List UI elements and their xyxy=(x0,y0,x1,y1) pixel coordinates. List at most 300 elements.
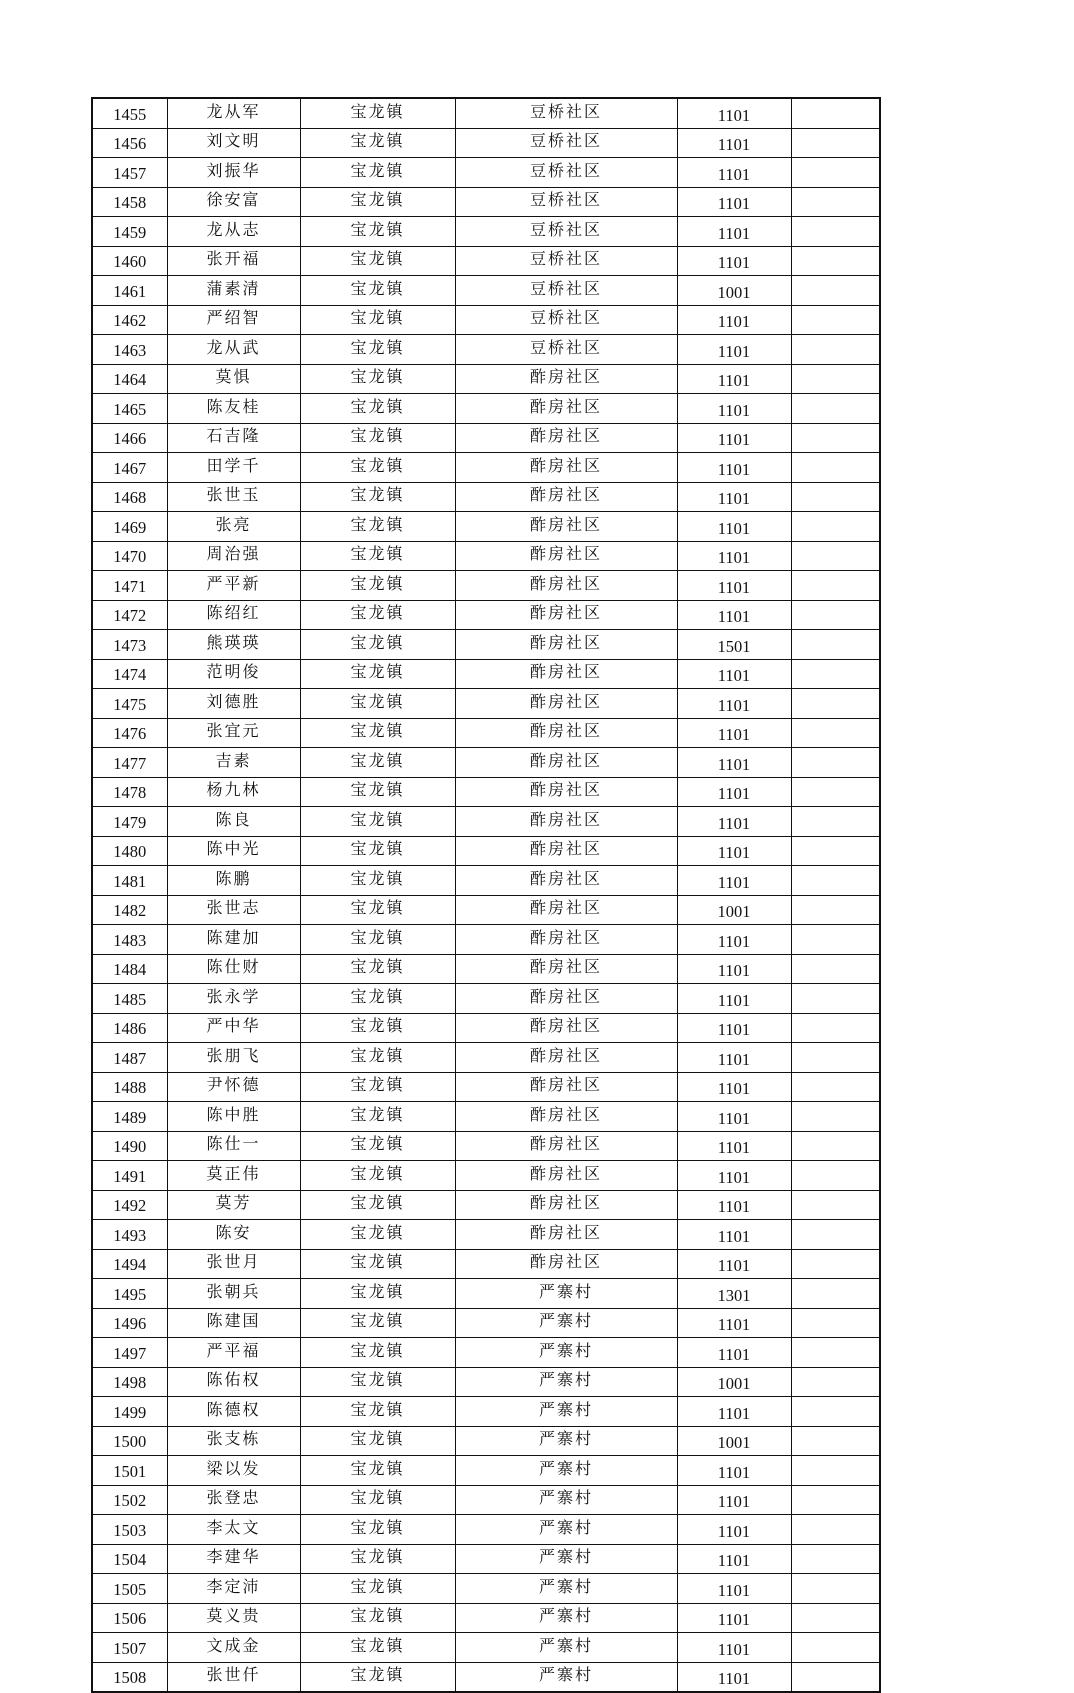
table-row xyxy=(92,571,880,601)
note-cell xyxy=(791,1397,880,1427)
row-number: 1458 xyxy=(92,187,167,217)
town-name: 宝龙镇 xyxy=(300,364,455,394)
row-number: 1472 xyxy=(92,600,167,630)
person-name: 尹怀德 xyxy=(167,1072,300,1102)
note-cell xyxy=(791,246,880,276)
row-number: 1499 xyxy=(92,1397,167,1427)
person-name: 张朝兵 xyxy=(167,1279,300,1309)
table-row xyxy=(92,482,880,512)
community-name: 严寨村 xyxy=(455,1515,677,1545)
community-name: 酢房社区 xyxy=(455,1013,677,1043)
town-name: 宝龙镇 xyxy=(300,394,455,424)
community-name: 酢房社区 xyxy=(455,925,677,955)
town-name: 宝龙镇 xyxy=(300,1456,455,1486)
code-value: 1101 xyxy=(677,748,791,778)
row-number: 1507 xyxy=(92,1633,167,1663)
row-number: 1461 xyxy=(92,276,167,306)
town-name: 宝龙镇 xyxy=(300,128,455,158)
row-number: 1492 xyxy=(92,1190,167,1220)
note-cell xyxy=(791,1633,880,1663)
note-cell xyxy=(791,630,880,660)
note-cell xyxy=(791,1043,880,1073)
row-number: 1496 xyxy=(92,1308,167,1338)
table-row xyxy=(92,98,880,128)
town-name: 宝龙镇 xyxy=(300,1308,455,1338)
town-name: 宝龙镇 xyxy=(300,98,455,128)
row-number: 1463 xyxy=(92,335,167,365)
table-row xyxy=(92,630,880,660)
row-number: 1495 xyxy=(92,1279,167,1309)
town-name: 宝龙镇 xyxy=(300,689,455,719)
person-name: 陈良 xyxy=(167,807,300,837)
person-name: 张世月 xyxy=(167,1249,300,1279)
person-name: 莫芳 xyxy=(167,1190,300,1220)
town-name: 宝龙镇 xyxy=(300,807,455,837)
person-name: 刘振华 xyxy=(167,158,300,188)
table-row xyxy=(92,807,880,837)
person-name: 张永学 xyxy=(167,984,300,1014)
town-name: 宝龙镇 xyxy=(300,1043,455,1073)
code-value: 1101 xyxy=(677,1013,791,1043)
town-name: 宝龙镇 xyxy=(300,512,455,542)
code-value: 1101 xyxy=(677,925,791,955)
person-name: 蒲素清 xyxy=(167,276,300,306)
table-row xyxy=(92,1367,880,1397)
row-number: 1487 xyxy=(92,1043,167,1073)
note-cell xyxy=(791,571,880,601)
table-row xyxy=(92,1220,880,1250)
row-number: 1470 xyxy=(92,541,167,571)
community-name: 酢房社区 xyxy=(455,689,677,719)
code-value: 1301 xyxy=(677,1279,791,1309)
row-number: 1477 xyxy=(92,748,167,778)
table-row xyxy=(92,1308,880,1338)
table-row xyxy=(92,1161,880,1191)
table-row xyxy=(92,246,880,276)
community-name: 酢房社区 xyxy=(455,1102,677,1132)
town-name: 宝龙镇 xyxy=(300,1397,455,1427)
code-value: 1101 xyxy=(677,482,791,512)
town-name: 宝龙镇 xyxy=(300,187,455,217)
note-cell xyxy=(791,512,880,542)
row-number: 1468 xyxy=(92,482,167,512)
town-name: 宝龙镇 xyxy=(300,541,455,571)
table-row xyxy=(92,1131,880,1161)
community-name: 严寨村 xyxy=(455,1633,677,1663)
person-name: 杨九林 xyxy=(167,777,300,807)
town-name: 宝龙镇 xyxy=(300,482,455,512)
person-name: 张亮 xyxy=(167,512,300,542)
code-value: 1101 xyxy=(677,600,791,630)
row-number: 1479 xyxy=(92,807,167,837)
community-name: 严寨村 xyxy=(455,1338,677,1368)
row-number: 1505 xyxy=(92,1574,167,1604)
roster-table xyxy=(91,97,881,1693)
row-number: 1478 xyxy=(92,777,167,807)
table-row xyxy=(92,1397,880,1427)
town-name: 宝龙镇 xyxy=(300,925,455,955)
note-cell xyxy=(791,1662,880,1692)
town-name: 宝龙镇 xyxy=(300,836,455,866)
community-name: 严寨村 xyxy=(455,1456,677,1486)
table-row xyxy=(92,1544,880,1574)
community-name: 酢房社区 xyxy=(455,541,677,571)
community-name: 豆桥社区 xyxy=(455,246,677,276)
town-name: 宝龙镇 xyxy=(300,1249,455,1279)
person-name: 周治强 xyxy=(167,541,300,571)
person-name: 陈中光 xyxy=(167,836,300,866)
note-cell xyxy=(791,1249,880,1279)
note-cell xyxy=(791,1102,880,1132)
table-row xyxy=(92,659,880,689)
note-cell xyxy=(791,276,880,306)
row-number: 1501 xyxy=(92,1456,167,1486)
note-cell xyxy=(791,1161,880,1191)
code-value: 1101 xyxy=(677,1220,791,1250)
row-number: 1483 xyxy=(92,925,167,955)
community-name: 酢房社区 xyxy=(455,482,677,512)
row-number: 1498 xyxy=(92,1367,167,1397)
note-cell xyxy=(791,689,880,719)
row-number: 1456 xyxy=(92,128,167,158)
table-row xyxy=(92,718,880,748)
table-row xyxy=(92,1633,880,1663)
community-name: 严寨村 xyxy=(455,1662,677,1692)
note-cell xyxy=(791,1013,880,1043)
town-name: 宝龙镇 xyxy=(300,718,455,748)
community-name: 严寨村 xyxy=(455,1574,677,1604)
table-row xyxy=(92,453,880,483)
code-value: 1101 xyxy=(677,305,791,335)
code-value: 1101 xyxy=(677,807,791,837)
row-number: 1457 xyxy=(92,158,167,188)
code-value: 1101 xyxy=(677,98,791,128)
person-name: 田学千 xyxy=(167,453,300,483)
town-name: 宝龙镇 xyxy=(300,1131,455,1161)
community-name: 严寨村 xyxy=(455,1603,677,1633)
town-name: 宝龙镇 xyxy=(300,158,455,188)
person-name: 龙从军 xyxy=(167,98,300,128)
table-row xyxy=(92,1456,880,1486)
town-name: 宝龙镇 xyxy=(300,1161,455,1191)
community-name: 豆桥社区 xyxy=(455,158,677,188)
code-value: 1101 xyxy=(677,158,791,188)
person-name: 文成金 xyxy=(167,1633,300,1663)
town-name: 宝龙镇 xyxy=(300,1662,455,1692)
table-row xyxy=(92,984,880,1014)
person-name: 刘文明 xyxy=(167,128,300,158)
person-name: 刘德胜 xyxy=(167,689,300,719)
person-name: 陈建国 xyxy=(167,1308,300,1338)
table-row xyxy=(92,364,880,394)
community-name: 酢房社区 xyxy=(455,895,677,925)
code-value: 1101 xyxy=(677,1633,791,1663)
community-name: 严寨村 xyxy=(455,1279,677,1309)
row-number: 1464 xyxy=(92,364,167,394)
table-row xyxy=(92,335,880,365)
code-value: 1101 xyxy=(677,1544,791,1574)
note-cell xyxy=(791,1367,880,1397)
note-cell xyxy=(791,836,880,866)
community-name: 酢房社区 xyxy=(455,1190,677,1220)
town-name: 宝龙镇 xyxy=(300,305,455,335)
community-name: 酢房社区 xyxy=(455,777,677,807)
note-cell xyxy=(791,98,880,128)
note-cell xyxy=(791,1220,880,1250)
code-value: 1101 xyxy=(677,1338,791,1368)
code-value: 1101 xyxy=(677,1397,791,1427)
town-name: 宝龙镇 xyxy=(300,335,455,365)
code-value: 1101 xyxy=(677,541,791,571)
note-cell xyxy=(791,748,880,778)
note-cell xyxy=(791,1190,880,1220)
table-row xyxy=(92,1338,880,1368)
note-cell xyxy=(791,453,880,483)
person-name: 范明俊 xyxy=(167,659,300,689)
code-value: 1501 xyxy=(677,630,791,660)
community-name: 酢房社区 xyxy=(455,1043,677,1073)
table-row xyxy=(92,394,880,424)
person-name: 李定沛 xyxy=(167,1574,300,1604)
row-number: 1469 xyxy=(92,512,167,542)
code-value: 1101 xyxy=(677,423,791,453)
table-row xyxy=(92,895,880,925)
table-row xyxy=(92,158,880,188)
row-number: 1502 xyxy=(92,1485,167,1515)
code-value: 1101 xyxy=(677,394,791,424)
note-cell xyxy=(791,1485,880,1515)
table-row xyxy=(92,128,880,158)
community-name: 严寨村 xyxy=(455,1544,677,1574)
code-value: 1101 xyxy=(677,1190,791,1220)
row-number: 1460 xyxy=(92,246,167,276)
person-name: 徐安富 xyxy=(167,187,300,217)
community-name: 酢房社区 xyxy=(455,1131,677,1161)
table-row xyxy=(92,1574,880,1604)
person-name: 陈安 xyxy=(167,1220,300,1250)
person-name: 李太文 xyxy=(167,1515,300,1545)
note-cell xyxy=(791,305,880,335)
code-value: 1101 xyxy=(677,364,791,394)
community-name: 豆桥社区 xyxy=(455,276,677,306)
row-number: 1465 xyxy=(92,394,167,424)
person-name: 熊瑛瑛 xyxy=(167,630,300,660)
person-name: 严平福 xyxy=(167,1338,300,1368)
note-cell xyxy=(791,217,880,247)
town-name: 宝龙镇 xyxy=(300,1013,455,1043)
code-value: 1101 xyxy=(677,1161,791,1191)
community-name: 酢房社区 xyxy=(455,394,677,424)
row-number: 1506 xyxy=(92,1603,167,1633)
code-value: 1101 xyxy=(677,777,791,807)
code-value: 1101 xyxy=(677,689,791,719)
code-value: 1101 xyxy=(677,1131,791,1161)
town-name: 宝龙镇 xyxy=(300,1367,455,1397)
code-value: 1101 xyxy=(677,1043,791,1073)
person-name: 张世仟 xyxy=(167,1662,300,1692)
person-name: 张登忠 xyxy=(167,1485,300,1515)
town-name: 宝龙镇 xyxy=(300,1190,455,1220)
community-name: 严寨村 xyxy=(455,1397,677,1427)
town-name: 宝龙镇 xyxy=(300,276,455,306)
note-cell xyxy=(791,1426,880,1456)
row-number: 1493 xyxy=(92,1220,167,1250)
note-cell xyxy=(791,866,880,896)
code-value: 1101 xyxy=(677,1515,791,1545)
community-name: 酢房社区 xyxy=(455,512,677,542)
table-row xyxy=(92,187,880,217)
row-number: 1480 xyxy=(92,836,167,866)
community-name: 酢房社区 xyxy=(455,571,677,601)
community-name: 酢房社区 xyxy=(455,600,677,630)
town-name: 宝龙镇 xyxy=(300,1633,455,1663)
person-name: 陈德权 xyxy=(167,1397,300,1427)
person-name: 陈鹏 xyxy=(167,866,300,896)
community-name: 酢房社区 xyxy=(455,423,677,453)
note-cell xyxy=(791,1574,880,1604)
town-name: 宝龙镇 xyxy=(300,453,455,483)
town-name: 宝龙镇 xyxy=(300,1338,455,1368)
table-row xyxy=(92,777,880,807)
row-number: 1473 xyxy=(92,630,167,660)
community-name: 严寨村 xyxy=(455,1367,677,1397)
person-name: 张开福 xyxy=(167,246,300,276)
town-name: 宝龙镇 xyxy=(300,866,455,896)
code-value: 1101 xyxy=(677,453,791,483)
code-value: 1001 xyxy=(677,1367,791,1397)
person-name: 张世志 xyxy=(167,895,300,925)
note-cell xyxy=(791,1456,880,1486)
town-name: 宝龙镇 xyxy=(300,1072,455,1102)
community-name: 酢房社区 xyxy=(455,718,677,748)
code-value: 1101 xyxy=(677,1485,791,1515)
person-name: 吉素 xyxy=(167,748,300,778)
note-cell xyxy=(791,1544,880,1574)
person-name: 龙从志 xyxy=(167,217,300,247)
person-name: 莫正伟 xyxy=(167,1161,300,1191)
row-number: 1485 xyxy=(92,984,167,1014)
table-row xyxy=(92,689,880,719)
note-cell xyxy=(791,335,880,365)
person-name: 陈佑权 xyxy=(167,1367,300,1397)
community-name: 酢房社区 xyxy=(455,866,677,896)
code-value: 1101 xyxy=(677,217,791,247)
town-name: 宝龙镇 xyxy=(300,600,455,630)
town-name: 宝龙镇 xyxy=(300,1574,455,1604)
table-row xyxy=(92,512,880,542)
community-name: 酢房社区 xyxy=(455,1072,677,1102)
code-value: 1101 xyxy=(677,187,791,217)
table-row xyxy=(92,1072,880,1102)
row-number: 1471 xyxy=(92,571,167,601)
code-value: 1101 xyxy=(677,1308,791,1338)
note-cell xyxy=(791,659,880,689)
table-row xyxy=(92,1013,880,1043)
note-cell xyxy=(791,394,880,424)
table-row xyxy=(92,1249,880,1279)
note-cell xyxy=(791,482,880,512)
person-name: 龙从武 xyxy=(167,335,300,365)
code-value: 1101 xyxy=(677,128,791,158)
table-row xyxy=(92,600,880,630)
code-value: 1101 xyxy=(677,659,791,689)
person-name: 李建华 xyxy=(167,1544,300,1574)
row-number: 1459 xyxy=(92,217,167,247)
table-row xyxy=(92,925,880,955)
note-cell xyxy=(791,718,880,748)
community-name: 酢房社区 xyxy=(455,453,677,483)
town-name: 宝龙镇 xyxy=(300,1102,455,1132)
town-name: 宝龙镇 xyxy=(300,895,455,925)
code-value: 1101 xyxy=(677,1662,791,1692)
row-number: 1504 xyxy=(92,1544,167,1574)
note-cell xyxy=(791,1279,880,1309)
person-name: 严平新 xyxy=(167,571,300,601)
row-number: 1484 xyxy=(92,954,167,984)
community-name: 豆桥社区 xyxy=(455,305,677,335)
code-value: 1101 xyxy=(677,1102,791,1132)
row-number: 1476 xyxy=(92,718,167,748)
row-number: 1503 xyxy=(92,1515,167,1545)
code-value: 1101 xyxy=(677,1249,791,1279)
person-name: 张支栋 xyxy=(167,1426,300,1456)
table-row xyxy=(92,541,880,571)
town-name: 宝龙镇 xyxy=(300,1603,455,1633)
table-row xyxy=(92,1279,880,1309)
person-name: 张朋飞 xyxy=(167,1043,300,1073)
note-cell xyxy=(791,600,880,630)
person-name: 陈中胜 xyxy=(167,1102,300,1132)
row-number: 1481 xyxy=(92,866,167,896)
code-value: 1101 xyxy=(677,836,791,866)
person-name: 陈建加 xyxy=(167,925,300,955)
note-cell xyxy=(791,1308,880,1338)
town-name: 宝龙镇 xyxy=(300,777,455,807)
note-cell xyxy=(791,895,880,925)
code-value: 1101 xyxy=(677,1456,791,1486)
table-row xyxy=(92,1603,880,1633)
note-cell xyxy=(791,423,880,453)
row-number: 1482 xyxy=(92,895,167,925)
row-number: 1466 xyxy=(92,423,167,453)
community-name: 酢房社区 xyxy=(455,364,677,394)
table-row xyxy=(92,1043,880,1073)
community-name: 酢房社区 xyxy=(455,1161,677,1191)
code-value: 1101 xyxy=(677,954,791,984)
note-cell xyxy=(791,1515,880,1545)
town-name: 宝龙镇 xyxy=(300,748,455,778)
row-number: 1474 xyxy=(92,659,167,689)
community-name: 豆桥社区 xyxy=(455,335,677,365)
town-name: 宝龙镇 xyxy=(300,630,455,660)
note-cell xyxy=(791,364,880,394)
town-name: 宝龙镇 xyxy=(300,1279,455,1309)
row-number: 1491 xyxy=(92,1161,167,1191)
person-name: 严中华 xyxy=(167,1013,300,1043)
row-number: 1475 xyxy=(92,689,167,719)
town-name: 宝龙镇 xyxy=(300,217,455,247)
community-name: 豆桥社区 xyxy=(455,217,677,247)
code-value: 1101 xyxy=(677,1574,791,1604)
community-name: 豆桥社区 xyxy=(455,128,677,158)
person-name: 陈仕一 xyxy=(167,1131,300,1161)
note-cell xyxy=(791,954,880,984)
roster-table-body xyxy=(92,98,880,1692)
row-number: 1489 xyxy=(92,1102,167,1132)
person-name: 严绍智 xyxy=(167,305,300,335)
community-name: 酢房社区 xyxy=(455,748,677,778)
table-row xyxy=(92,1662,880,1692)
